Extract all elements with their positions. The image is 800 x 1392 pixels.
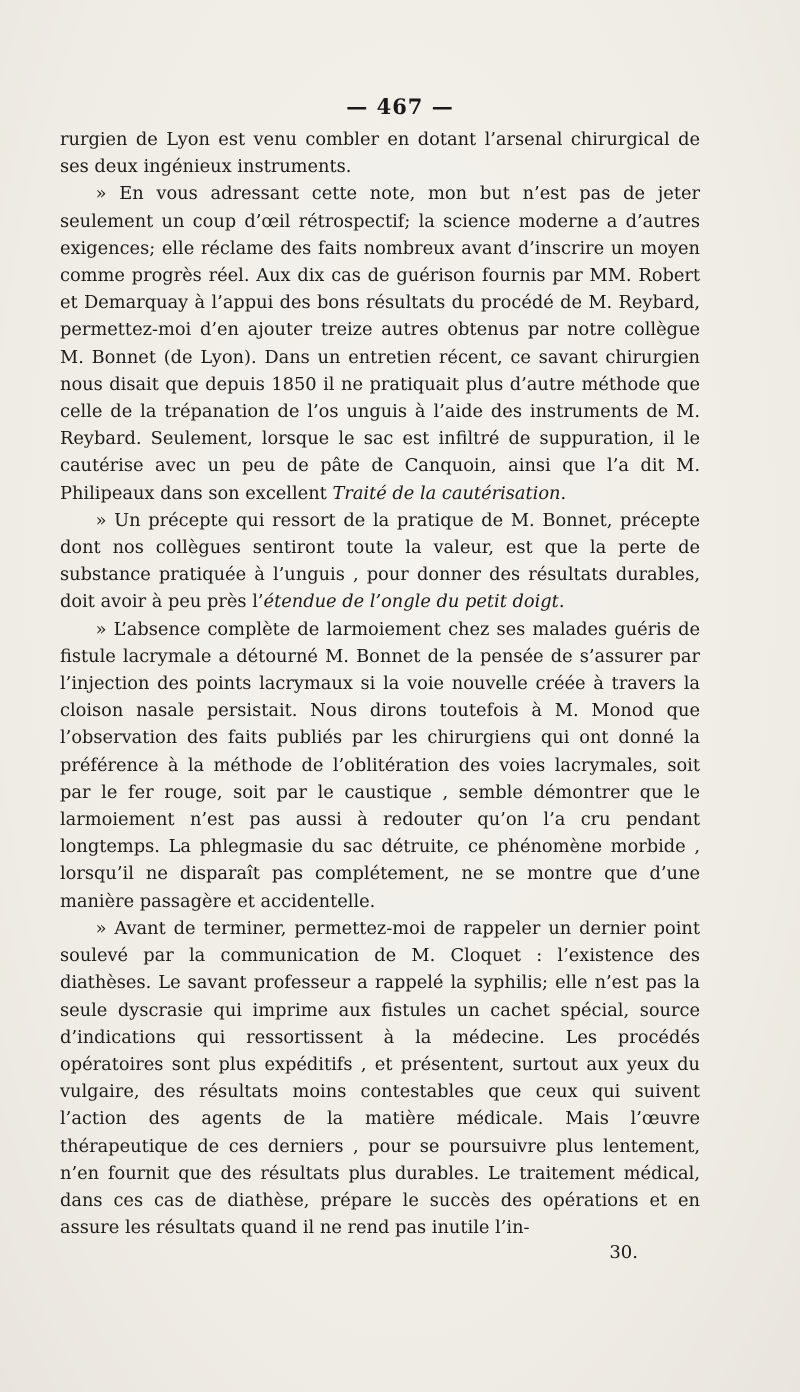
paragraph-1	[60, 126, 700, 180]
paragraph-2-italic: Traité de la cautérisation	[332, 482, 561, 504]
page-number-header: — 467 —	[346, 94, 454, 119]
paragraph-4	[60, 616, 700, 915]
paragraph-3-after: .	[558, 591, 565, 613]
paragraph-2-after: .	[560, 482, 567, 504]
paragraph-1-text: rurgien de Lyon est venu combler en dotant l’arsenal chirurgical de ses deux ingénieux instruments.	[60, 129, 700, 178]
paragraph-2	[60, 180, 700, 506]
paragraph-2-text: » En vous adressant cette note, mon but n’est pas de jeter seulement un coup d’œil rétrospectif; la science moderne a d’autres exigences; elle réclame des faits nombreux avant d’inscrire un moyen comme progrès réel. Aux dix cas de guérison fournis par MM. Robert et Demarquay à l’appui des bons résultats du procédé de M. Reybard, permettez-moi d’en ajouter treize autres obtenus par notre collègue M. Bonnet (de Lyon). Dans un entretien récent, ce savant chirurgien nous disait que depuis 1850 il ne pratiquait plus d’autre méthode que celle de la trépanation de l’os unguis à l’aide des instruments de M. Reybard. Seulement, lorsque le sac est infiltré de suppuration, il le cautérise avec un peu de pâte de Canquoin, ainsi que l’a dit M. Philipeaux dans son excellent	[60, 183, 700, 504]
paragraph-4-text: » L’absence complète de larmoiement chez ses malades guéris de fistule lacrymale a détourné M. Bonnet de la pensée de s’assurer par l’injection des points lacrymaux si la voie nouvelle créée à travers la cloison nasale persistait. Nous dirons toutefois à M. Monod que l’observation des faits publiés par les chirurgiens qui ont donné la préférence à la méthode de l’oblitération des voies lacrymales, soit par le fer rouge, soit par le caustique , semble démontrer que le larmoiement n’est pas aussi à redouter qu’on l’a cru pendant longtemps. La phlegmasie du sac détruite, ce phénomène morbide , lorsqu’il ne disparaît pas complétement, ne se montre que d’une manière passagère et accidentelle.	[60, 618, 700, 912]
paragraph-3-text: » Un précepte qui ressort de la pratique de M. Bonnet, précepte dont nos collègues sentiront toute la valeur, est que la perte de substance pratiquée à l’unguis , pour donner des résultats durables, doit avoir à peu près l’	[60, 509, 700, 613]
paragraph-5-text: » Avant de terminer, permettez-moi de rappeler un dernier point soulevé par la communication de M. Cloquet : l’existence des diathèses. Le savant professeur a rappelé la syphilis; elle n’est pas la seule dyscrasie qui imprime aux fistules un cachet spécial, source d’indications qui ressortissent à la médecine. Les procédés opératoires sont plus expéditifs , et présentent, surtout aux yeux du vulgaire, des résultats moins contestables que ceux qui suivent l’action des agents de la matière médicale. Mais l’œuvre thérapeutique de ces derniers , pour se poursuivre plus lentement, n’en fournit que des résultats plus durables. Le traitement médical, dans ces cas de diathèse, prépare le succès des opérations et en assure les résultats quand il ne rend pas inutile l’in-	[60, 917, 700, 1239]
body-text	[60, 126, 700, 1241]
paragraph-3-italic: étendue de l’ongle du petit doigt	[263, 591, 559, 613]
paragraph-3	[60, 507, 700, 616]
signature-mark: 30.	[609, 1242, 638, 1263]
paragraph-5	[60, 915, 700, 1241]
